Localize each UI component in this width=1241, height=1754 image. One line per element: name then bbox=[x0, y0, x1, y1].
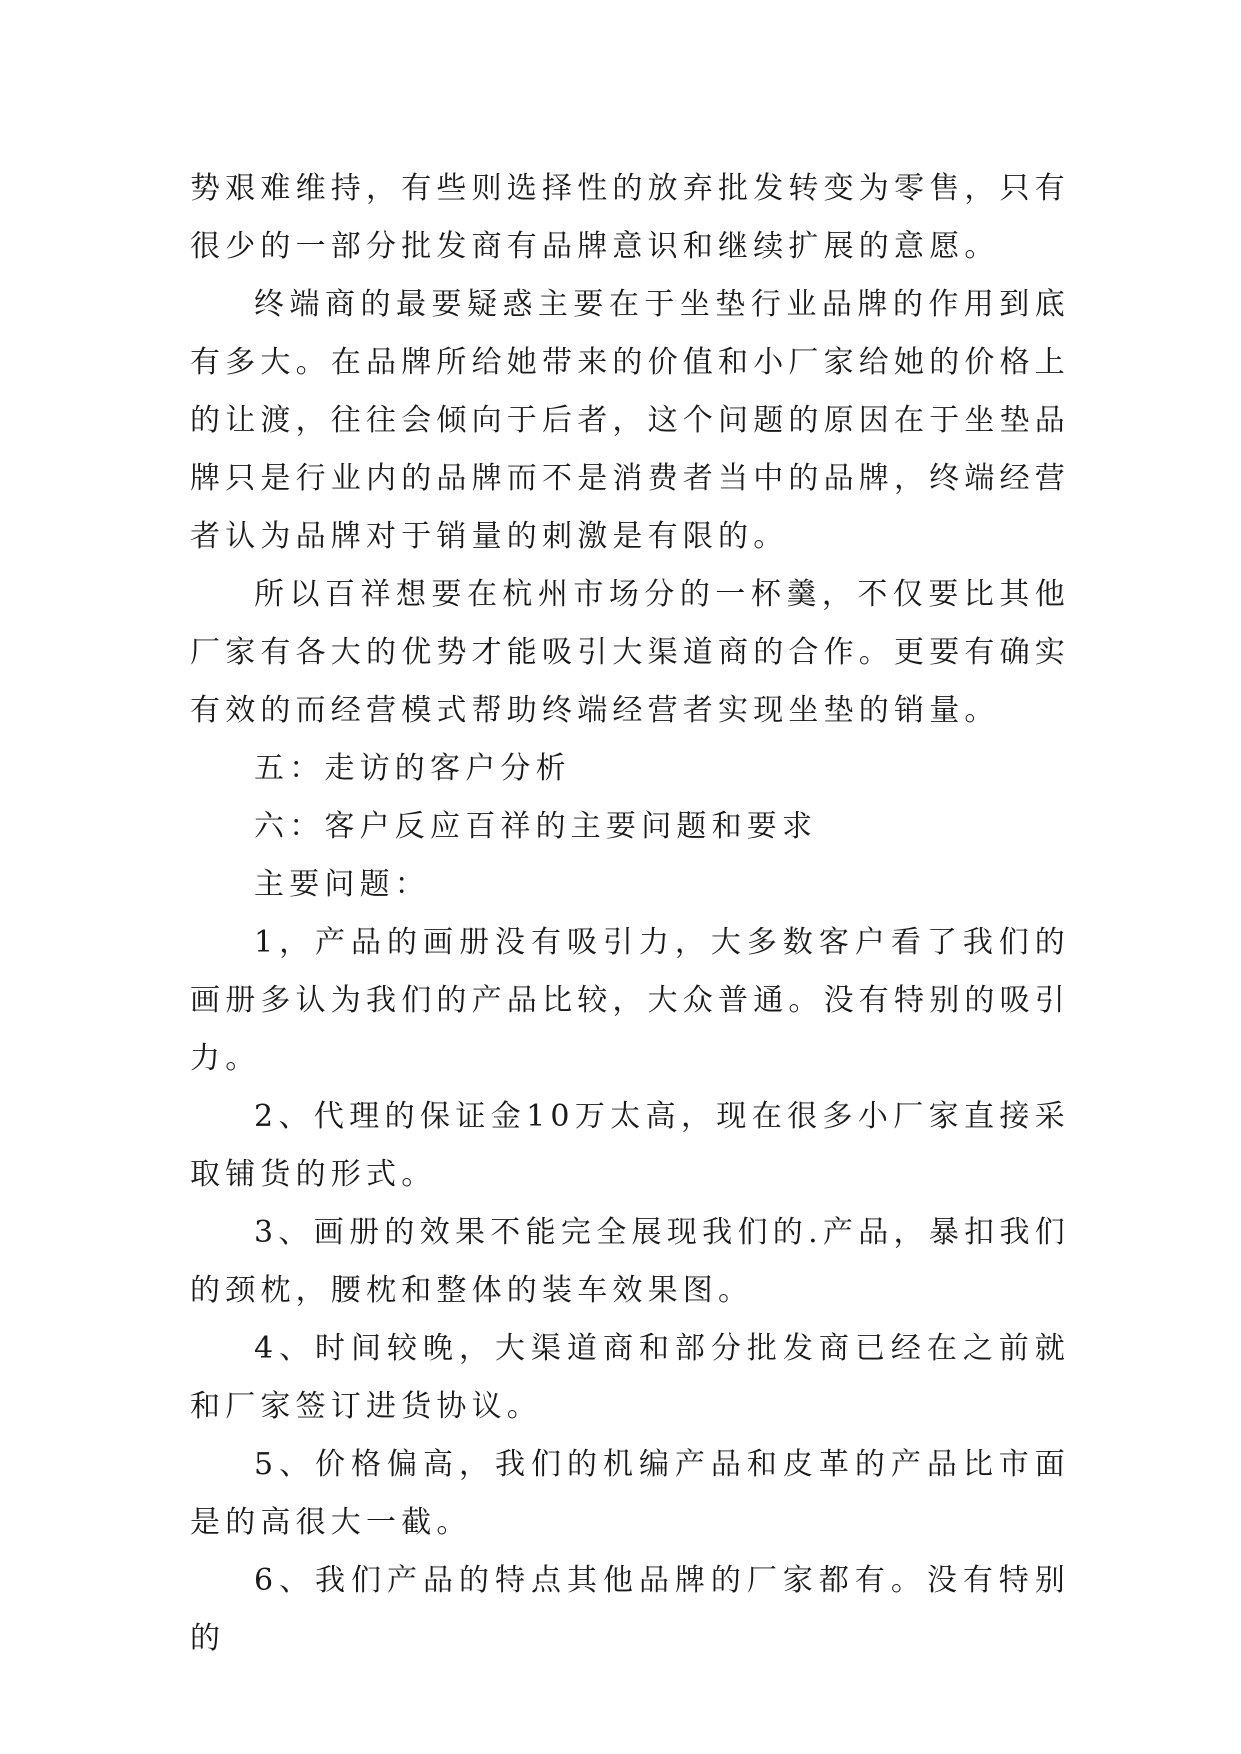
section-heading: 六：客户反应百祥的主要问题和要求 bbox=[254, 809, 818, 844]
paragraph: 终端商的最要疑惑主要在于坐垫行业品牌的作用到底有多大。在品牌所给她带来的价值和小厂家给她的价格上的让渡，往往会倾向于后者，这个问题的原因在于坐垫品牌只是行业内的品牌而不是消费者当中的品牌，终端经营者认为品牌对于销量的刺激是有限的。 bbox=[190, 287, 1070, 554]
paragraph: 势艰难维持，有些则选择性的放弃批发转变为零售，只有很少的一部分批发商有品牌意识和继续扩展的意愿。 bbox=[190, 171, 1070, 264]
list-item: 1，产品的画册没有吸引力，大多数客户看了我们的画册多认为我们的产品比较，大众普通。没有特别的吸引力。 bbox=[190, 925, 1070, 1076]
list-item: 3、画册的效果不能完全展现我们的.产品，暴扣我们的颈枕，腰枕和整体的装车效果图。 bbox=[190, 1215, 1070, 1308]
paragraph: 所以百祥想要在杭州市场分的一杯羹，不仅要比其他厂家有各大的优势才能吸引大渠道商的合作。更要有确实有效的而经营模式帮助终端经营者实现坐垫的销量。 bbox=[190, 577, 1070, 728]
document-body bbox=[190, 160, 1070, 1668]
list-item: 5、价格偏高，我们的机编产品和皮革的产品比市面是的高很大一截。 bbox=[190, 1447, 1070, 1540]
section-heading: 五：走访的客户分析 bbox=[254, 751, 571, 786]
list-item: 2、代理的保证金10万太高，现在很多小厂家直接采取铺货的形式。 bbox=[190, 1099, 1070, 1192]
subheading: 主要问题： bbox=[254, 867, 430, 902]
list-item: 6、我们产品的特点其他品牌的厂家都有。没有特别的 bbox=[190, 1563, 1070, 1656]
list-item: 4、时间较晚，大渠道商和部分批发商已经在之前就和厂家签订进货协议。 bbox=[190, 1331, 1070, 1424]
